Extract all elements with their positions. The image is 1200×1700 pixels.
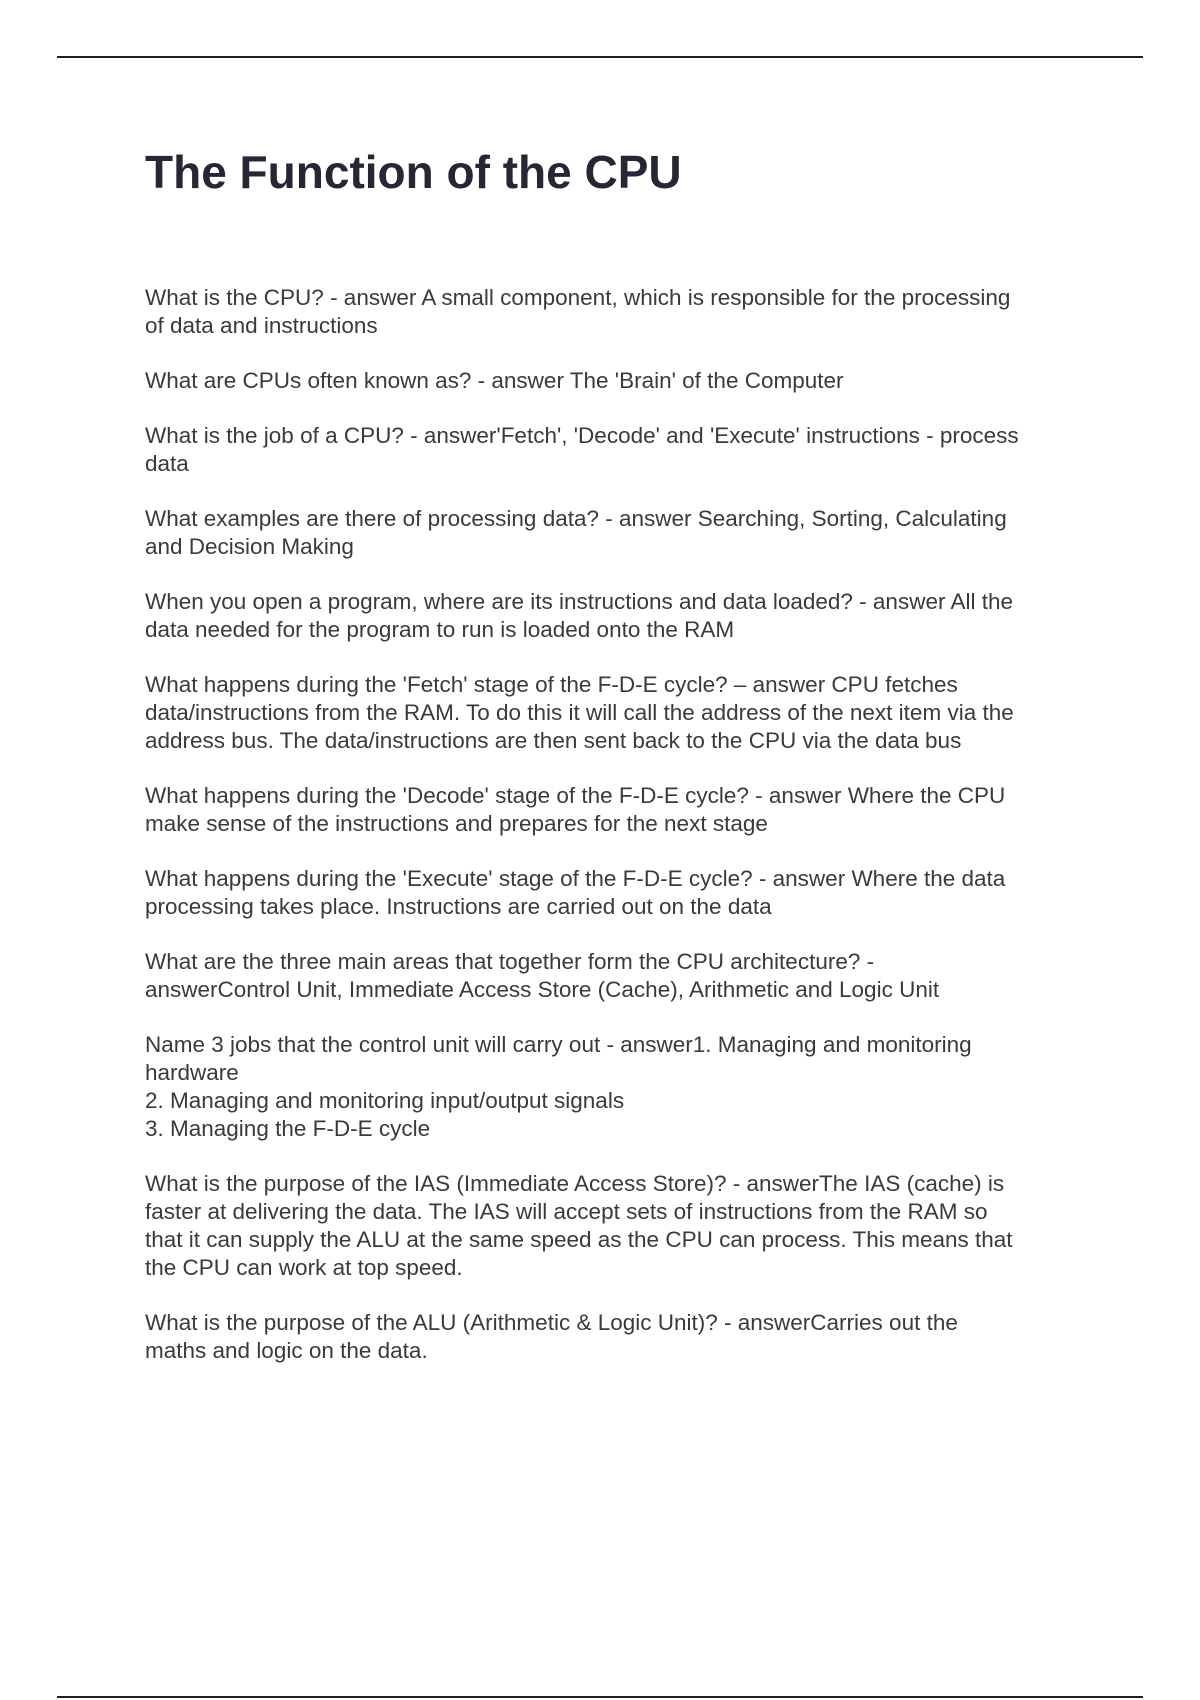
qa-paragraph <box>145 422 1095 478</box>
qa-line: the CPU can work at top speed. <box>145 1255 463 1280</box>
qa-paragraph <box>145 367 1095 395</box>
qa-line: data needed for the program to run is loaded onto the RAM <box>145 617 735 642</box>
qa-line: What are CPUs often known as? - answer The 'Brain' of the Computer <box>145 368 844 393</box>
qa-paragraph <box>145 865 1095 921</box>
qa-paragraph <box>145 782 1095 838</box>
qa-paragraph <box>145 284 1095 340</box>
qa-line: What is the CPU? - answer A small component, which is responsible for the processing <box>145 285 1011 310</box>
qa-paragraph <box>145 588 1095 644</box>
qa-paragraph <box>145 1031 1095 1143</box>
qa-line: hardware <box>145 1060 239 1085</box>
qa-line: What is the purpose of the IAS (Immediate Access Store)? - answerThe IAS (cache) is <box>145 1171 1005 1196</box>
qa-line: make sense of the instructions and prepares for the next stage <box>145 811 768 836</box>
qa-line: data/instructions from the RAM. To do this it will call the address of the next item via the <box>145 700 1014 725</box>
qa-line: What examples are there of processing data? - answer Searching, Sorting, Calculating <box>145 506 1007 531</box>
qa-line: What are the three main areas that together form the CPU architecture? - <box>145 949 875 974</box>
qa-line: and Decision Making <box>145 534 354 559</box>
qa-paragraph <box>145 948 1095 1004</box>
qa-line: that it can supply the ALU at the same speed as the CPU can process. This means that <box>145 1227 1013 1252</box>
qa-line: What is the job of a CPU? - answer'Fetch', 'Decode' and 'Execute' instructions - process <box>145 423 1019 448</box>
qa-paragraph <box>145 1309 1095 1365</box>
qa-paragraph <box>145 671 1095 755</box>
qa-line: faster at delivering the data. The IAS will accept sets of instructions from the RAM so <box>145 1199 988 1224</box>
qa-paragraph <box>145 505 1095 561</box>
qa-line: processing takes place. Instructions are carried out on the data <box>145 894 772 919</box>
qa-paragraph <box>145 1170 1095 1282</box>
qa-line: answerControl Unit, Immediate Access Store (Cache), Arithmetic and Logic Unit <box>145 977 940 1002</box>
footer-rule <box>57 1696 1143 1698</box>
qa-line: of data and instructions <box>145 313 378 338</box>
qa-line: What happens during the 'Fetch' stage of the F-D-E cycle? – answer CPU fetches <box>145 672 958 697</box>
qa-line: What happens during the 'Execute' stage of the F-D-E cycle? - answer Where the data <box>145 866 1006 891</box>
qa-line: data <box>145 451 189 476</box>
header-rule <box>57 56 1143 58</box>
qa-line: What happens during the 'Decode' stage of the F-D-E cycle? - answer Where the CPU <box>145 783 1006 808</box>
qa-line: When you open a program, where are its instructions and data loaded? - answer All the <box>145 589 1013 614</box>
qa-line: What is the purpose of the ALU (Arithmetic & Logic Unit)? - answerCarries out the <box>145 1310 958 1335</box>
document-title: The Function of the CPU <box>145 146 682 198</box>
qa-list <box>145 284 1095 1392</box>
qa-line: address bus. The data/instructions are then sent back to the CPU via the data bus <box>145 728 962 753</box>
qa-line: 2. Managing and monitoring input/output signals <box>145 1088 625 1113</box>
qa-line: maths and logic on the data. <box>145 1338 428 1363</box>
qa-line: Name 3 jobs that the control unit will carry out - answer1. Managing and monitoring <box>145 1032 972 1057</box>
qa-line: 3. Managing the F-D-E cycle <box>145 1116 431 1141</box>
